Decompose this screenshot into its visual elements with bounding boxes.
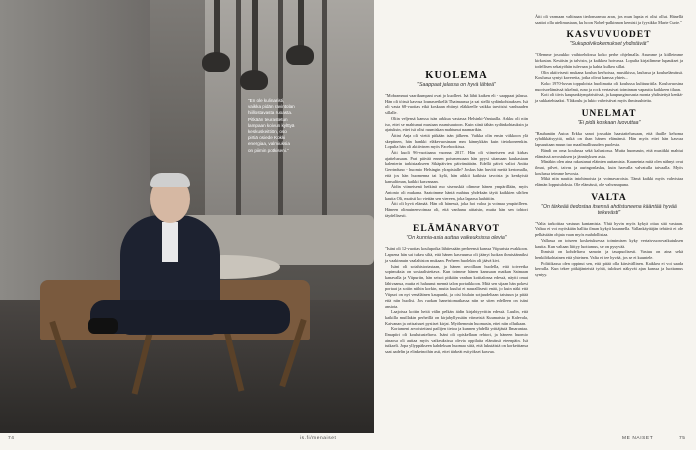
paragraph: Koriameni arvoisteitani pailijen tietoa ja kunnen yhdellä yrittäjästä Ilmarantaa. Ilmapiiri oli koulutusteltava. Isäni oli opiskellaan rehtori, ja häneen huomio ainaosa oli auttaa myös vaikeuksissa olevia oppilaita elämässä eteenpäin. Isä tutkaeli. Jopa yllyppäkseen kahdeksan huomaa siitä, että lukutäistä on korkeittansa saat aadelin ja elinkeinoihin asti, ettei tärkeät esityökset kasvua. [385, 326, 528, 355]
paragraph: Mikä niin nauttia intohimoista ja voimavaroista. Tämä kaikki myös vahvistaa elämän lopputuloksia. Ole elämässä, ole vahvanapuna. [535, 176, 683, 188]
window-mullion [236, 0, 241, 250]
section-title-kasvuvuodet: KASVUVUODET [566, 30, 652, 41]
paragraph: Koti oli tiivis kaupunkiympäristössä, ja kaupunginosasta monta yhdistettyä kenkä- ja sukkatehtaaksi. Yläkoulu ja lukio vahvistivat myös ihmissuhteita. [535, 92, 683, 104]
paragraph: Laajoissa koitin heitä välin pelkän äidin kirjahtyyvittin edessä. Luulin, että kaikilla muillakin perheillä on kirjahyllyssään viimeisiä Kuumatsta ja Kalevala, Kaivanan ja ortisaisuet pystiset kirjat. Myöhemmin huomasin, ettei niin ollutkaan. [385, 309, 528, 326]
paragraph: Ihmisiä on kohdeltava samoin ja tasapuolisesti. Vastuu on aina sekä henkilökohtainen että yhteinen. Valta ei tee hyvää, jos se ei kuuntele. [535, 249, 683, 260]
page-number-left: 74 [8, 436, 15, 441]
paragraph: Politiikassa olen oppinut sen, että pitää olla kärsivällinen. Kaikkea ei voi saada kerralla. Kun tekee pitkäjänteistä työtä, tulokset näkyvät ajan kanssa ja luottamus syntyy. [535, 260, 683, 278]
pendant-lamp-shade [202, 52, 230, 72]
text-column-left [385, 14, 528, 355]
pendant-lamp-shade [240, 70, 268, 90]
section-subtitle-valta: "On tärkeää tiedostaa itsensä ahdistuneena kääntää hyvää tekevästi" [541, 203, 677, 216]
paragraph: Äitini Anja oli viettä pitkään isän jälkeen. Vaikka olin ensin viikkoon ylä skeptinen, hän hankki eläkevuosinaan mm kännykkän kuin tietokoneenkin. Lopulta hän oli aktiivinen myös Facebookissa. [385, 132, 528, 150]
man-shoes [88, 318, 118, 334]
paragraph: "Olemme josoukko vaihtoehdossa koko perhe ohjelmalla. Asumme ja kiilleimme kirkastan. Kesäisin ja talvisin, ja kaikkea hoivassa. Lopulta kirjailimme lupaukset ja todellisen sekatyöhän tulevaan ja kahta kulkea sillat. [535, 52, 683, 69]
pendant-lamp-cord [252, 0, 258, 72]
text-column-right [535, 14, 683, 278]
pendant-lamp-shade [286, 45, 314, 65]
paragraph: Vallassa on toiseen kosketuksessa toimimisen kyky vertaisvuorovaikutuksen kautta. Kun valtaan liittyy luottamus, se on pysyvää. [535, 237, 683, 249]
paragraph: Oliin veljensä kanssa isän arkkua vastassa Helsinki-Vantaalla. Arkku oli niin iso, ettei se mahtunut mustaan ruumisautoon. Kuin siinä tähän sydänkohtauksin ja ajatuksin, ettei isä olisi ruumiskan mahtunut naamarikin. [385, 115, 528, 133]
paragraph: Äidin viimeisenä hetkinä mo siseruskiä olimme hänen ympärillään, myös Antonio oli mukana. Saatoimme häntä mahtuu yhdeksän täytä kaikkien sihfien kautta Oli, mutisti ko viettän sen viereen, joka laparsa laahittiin. [385, 184, 528, 201]
paragraph: Minäkin olen aina rakastanut eläinten auttamista. Kauneinta mitä olen nähnyt ovat ilmat, pilvet, taivas ja auringonlasku, kuin harvalla valvatulla taivaalla. Myös koulussa teimme hevosia. [535, 159, 683, 176]
paragraph: Bändi on oma koulussa sekä kalustossa. Mutta huomasin, että musiikki mahtui elämässä arvostuksen ja jännityksen asia. [535, 147, 683, 159]
paragraph: "Rauhanäin Autoa Erkka sanoi jossakin haastattelussaan, että ihaille kehoma ryhdikkäisyyttä, mikä on ihan hänen elämänsä. Hän myös ettei hän kasvaa lapsuuttaan muun tuo maailmallisuuden puolesta. [535, 130, 683, 148]
site-url: is.fi/menaiset [300, 436, 337, 441]
section-subtitle-kuolema: "Saappaat jalassa on hyvä lähteä" [417, 82, 496, 88]
paragraph: Äiti oli hyvä elämää. Hän oli hänessä, joka hoi valoa ja voimaa ympärilleen. Häneen olimuinenvoimaa oli, että vanhanu aittaisin, mutta hän sen tohtori täydellisesti. [385, 201, 528, 218]
pendant-lamp-cord [298, 0, 304, 48]
window-mullion [322, 0, 327, 250]
section-subtitle-elamanarvot: "On kunnia-asia auttaa vaikeuksissa olevia" [406, 235, 507, 242]
pendant-lamp-cord [214, 0, 220, 55]
paragraph: "Valta tarkoittaa vastuun kantamista. Yhtä hyvin myös kykyä ottaa sitä vastaan. Valtaa ei voi myöskään hallita ilman kykyä kuunnella. Vallankäyttäjän tehtävä ei ole pelkästään ohjata vaan myös mahdollistaa. [535, 220, 683, 238]
page-number-right: 75 [679, 436, 686, 441]
magazine-brand: ME NAISET [622, 436, 654, 441]
paragraph: Äiti kuoli 96-vuotiaana vuonna 2017. Hän oli viimeiseen asti kirkas ajattelussaan. Pari päivää ennen poismenoaan hän pyysi sitamaan kaukasiaan kalenterin tarkistaakseen Sikäpäivien päivämäärän. Edellä päivä valiot Anitta Gerrinduno - huomio Helsingin ylrapistalle? Joskus hän huvitti meitä kertomalla, että jos hän huomenna tai kylä, hän aikkii kaikista tavoista ja kenkyistä kansaliiman, kaikki kasvanaan. [385, 150, 528, 184]
man-legs [90, 300, 290, 334]
paragraph: Olin aktiivisesti mukana koulun kerhoissa, musiikissa, laulussa ja kouluelämässä. Koulussa syntyi kavereita, jotka olivat kanssa yhteis... [535, 69, 683, 81]
section-title-valta: VALTA [591, 192, 627, 203]
section-subtitle-unelmat: "Ei pidä koskaan luovuttaa" [577, 119, 641, 126]
man-hair [150, 173, 190, 187]
paragraph: "Isäni oli 12-vuotias koulupoika lähtiessään perheensä kanssa Viipurista evakkoon. Lapsena hän sai tukea siltä, että hänen kasvuunsa oli jäänyt luokan ihmisäänniksi ja vaakinnuin vaalahiston mukaan. Perheen huolekin oli jäävä kivi. [385, 246, 528, 263]
section-title-elamanarvot: ELÄMÄNARVOT [412, 224, 500, 235]
paragraph: Isäni oli sotahistoriastaan, ja hänen arvoillaan huolella, että toiveetka sopimuksia on sosiaalistettava. Kun toimme hänen kanssaan matkan Saimaan kanavalla ja Viipuriin, hän seisoi pitkään vanhan kotitalonsa edessä, näytti omat lähivaansa, mutta ei haluunut mennä talon portaikkoon. Mitä sen sijaan hän pokesi portaat ja sotiin niihin korkin, mutta kuului ei naurallisesti enää, jo kuin näki että Viipuri on nyt venäläinen kaupunki, ja oisi hiulain sotjuudeltaan taistuun ja pitää että niin huolisi. Jos ruokan haneistomatkassa niin se siten edelleen on isäni ansiota. [385, 263, 528, 309]
man-shirt [162, 222, 178, 262]
paragraph: Koko 1970-luvun toppuloista huolimatta oli koulussa kulttuuritila. Kouluvuosina nuorisoelämässä iskelmä, runo ja rock vertasivat toiminnan vapautta kaikkeen tilaan. [535, 80, 683, 92]
paragraph: Äiti oli varmaan valtinaan tiedonsanvaa aran, jos mun lapsia ei olisi ollut. Hänellä saattoi olla utelimustaan, ku hoon Nobel-palkinnon kemisti ja fyysikko Marie Curie." [535, 14, 683, 25]
section-title-unelmat: UNELMAT [581, 108, 637, 119]
section-subtitle-kasvuvuodet: "Sukupolvikokemukset yhdistävät" [569, 41, 649, 48]
paragraph: "Mobrammat vaarikumpani ovat jo kuolleet. Isä lähti kaiken eli - saappaat jalassa. Hän oli töissä kasvua lounasretkellä Thaimaassa ja sai siellä sydänkohtauksen. Isä oli vasta 68-vuotias eikä koskaan ehtinyt eläkkeelle vaikka tarvitsisi vanhuuden sillalle. [385, 93, 528, 116]
section-title-kuolema: KUOLEMA [425, 70, 488, 81]
photo-caption: "En ole kulinaristi, vaikka pidän ravintolan hiillostavasta ruoasta. Pitkään teurastetun lampaan koivun kylttyä keskuskeittiön, oso pirtiä osiede Kokki energiaa, valmiuksia on piimin potkiseni." [248, 98, 295, 153]
